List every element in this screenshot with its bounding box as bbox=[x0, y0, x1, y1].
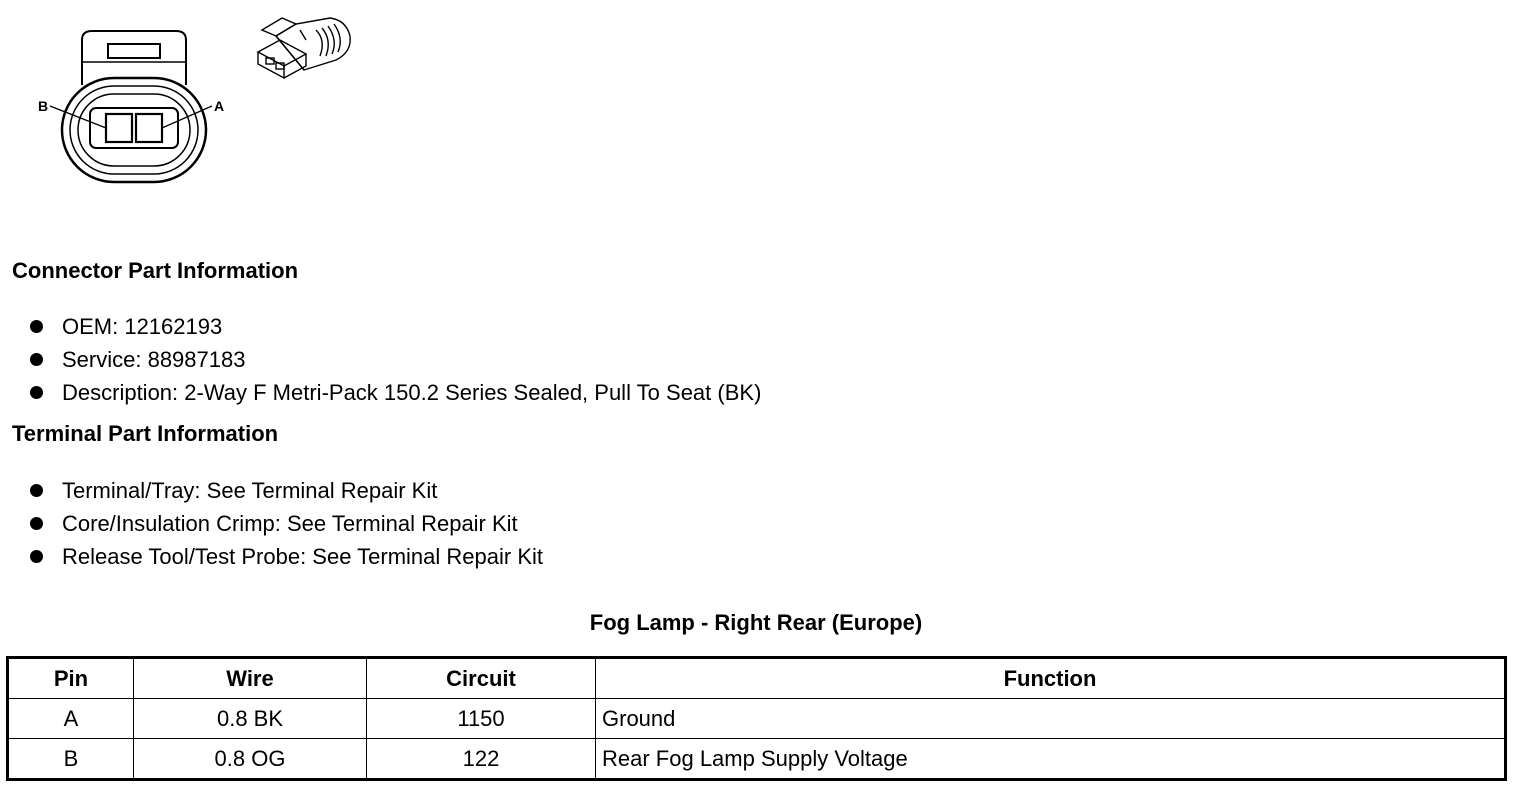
connector-description: Description: 2-Way F Metri-Pack 150.2 Series Sealed, Pull To Seat (BK) bbox=[62, 380, 762, 405]
connector-diagram bbox=[0, 0, 380, 200]
table-header-row bbox=[8, 658, 1506, 699]
connector-info-list bbox=[30, 310, 761, 409]
function-cell: Ground bbox=[596, 699, 1506, 739]
connector-isometric bbox=[258, 18, 350, 78]
circuit-cell: 122 bbox=[367, 739, 596, 780]
column-header-circuit: Circuit bbox=[367, 658, 596, 699]
terminal-info-list bbox=[30, 474, 543, 573]
connector-info-heading: Connector Part Information bbox=[12, 258, 299, 283]
bullet-icon bbox=[30, 517, 43, 530]
bullet-icon bbox=[30, 320, 43, 333]
column-header-function: Function bbox=[596, 658, 1506, 699]
list-item bbox=[30, 474, 543, 507]
function-cell: Rear Fog Lamp Supply Voltage bbox=[596, 739, 1506, 780]
release-tool: Release Tool/Test Probe: See Terminal Repair Kit bbox=[62, 544, 543, 569]
table-row bbox=[8, 699, 1506, 739]
terminal-tray: Terminal/Tray: See Terminal Repair Kit bbox=[62, 478, 438, 503]
table-title: Fog Lamp - Right Rear (Europe) bbox=[589, 610, 923, 635]
list-item bbox=[30, 310, 761, 343]
circuit-cell: 1150 bbox=[367, 699, 596, 739]
list-item bbox=[30, 507, 543, 540]
oem-number: OEM: 12162193 bbox=[62, 314, 223, 339]
pin-b-label: B bbox=[38, 98, 49, 114]
service-number: Service: 88987183 bbox=[62, 347, 246, 372]
bullet-icon bbox=[30, 550, 43, 563]
core-insulation-crimp: Core/Insulation Crimp: See Terminal Repair Kit bbox=[62, 511, 518, 536]
terminal-info-heading: Terminal Part Information bbox=[12, 421, 279, 446]
bullet-icon bbox=[30, 353, 43, 366]
pin-table bbox=[6, 656, 1507, 781]
list-item bbox=[30, 343, 761, 376]
pin-cell: A bbox=[8, 699, 134, 739]
pin-a-label: A bbox=[214, 98, 225, 114]
pin-cell: B bbox=[8, 739, 134, 780]
column-header-wire: Wire bbox=[134, 658, 367, 699]
column-header-pin: Pin bbox=[8, 658, 134, 699]
bullet-icon bbox=[30, 484, 43, 497]
list-item bbox=[30, 376, 761, 409]
wire-cell: 0.8 OG bbox=[134, 739, 367, 780]
bullet-icon bbox=[30, 386, 43, 399]
wire-cell: 0.8 BK bbox=[134, 699, 367, 739]
table-row bbox=[8, 739, 1506, 780]
list-item bbox=[30, 540, 543, 573]
